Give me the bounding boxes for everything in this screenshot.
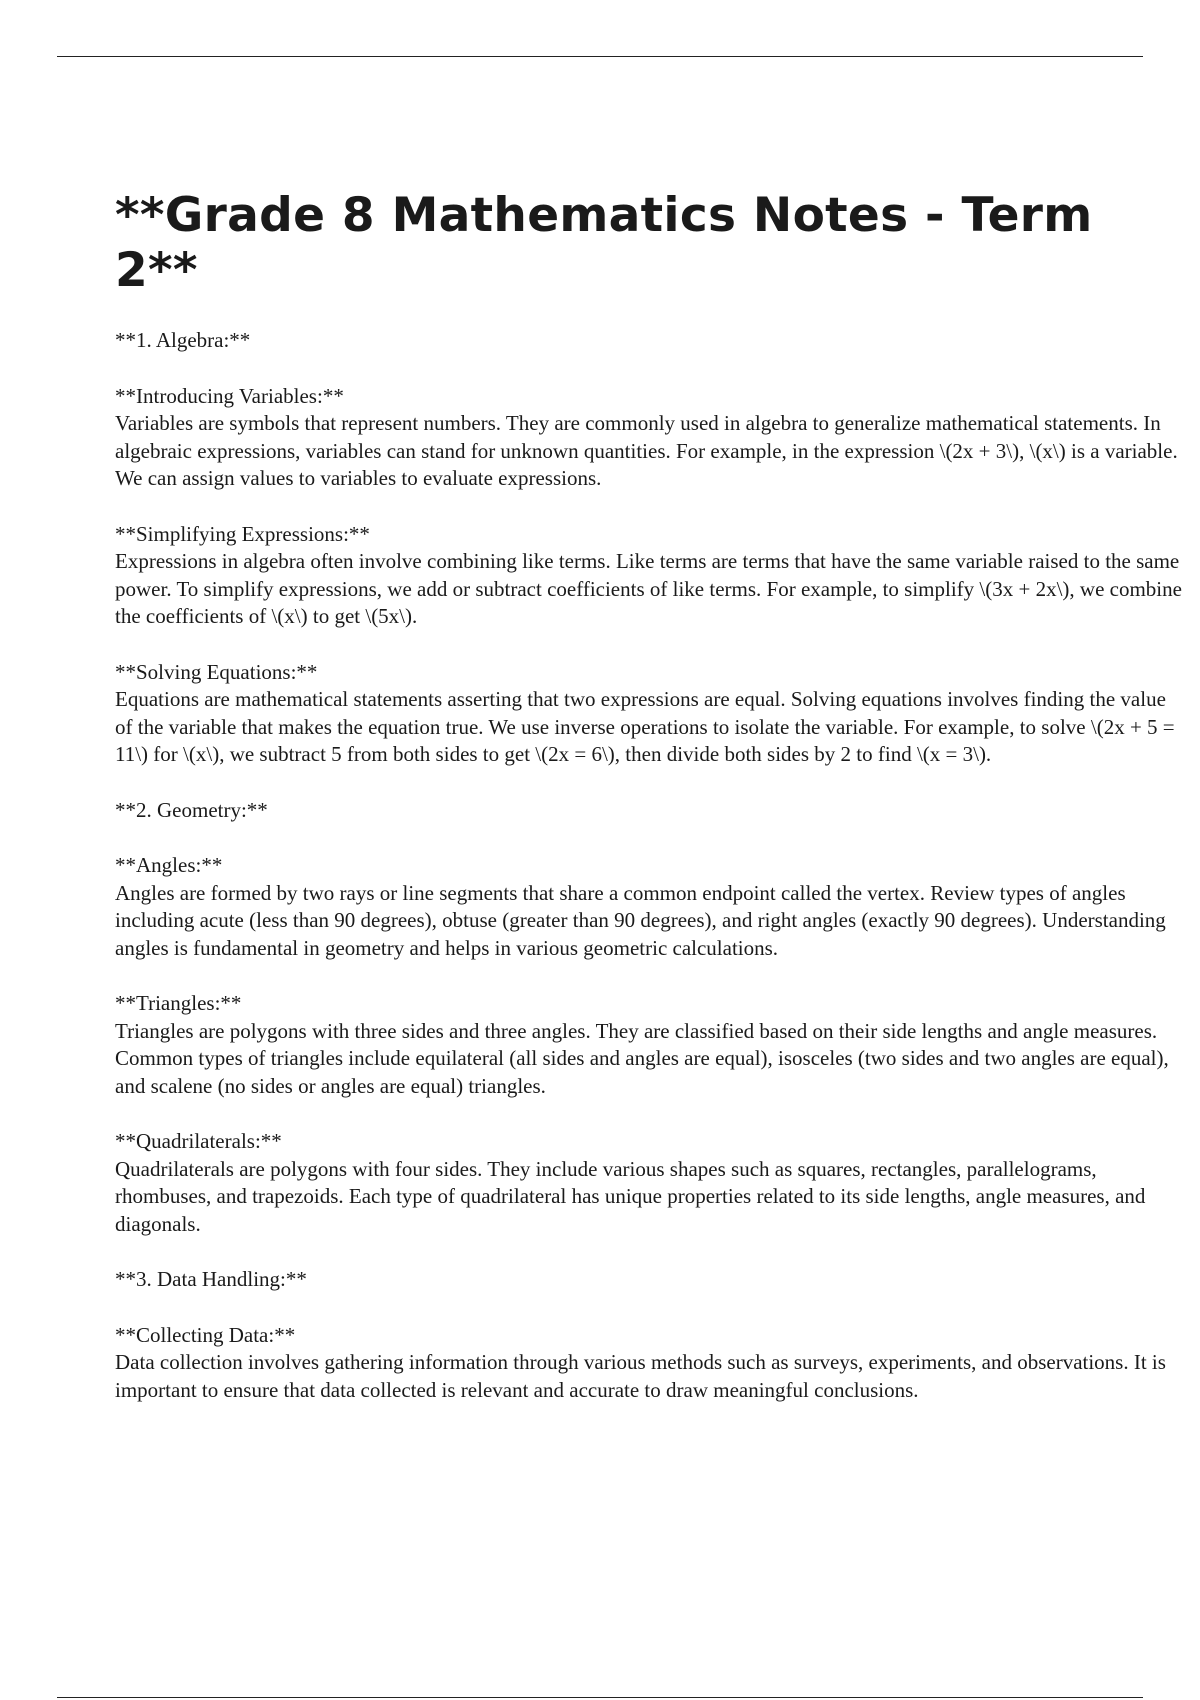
subsection-collecting-data	[115, 1322, 1185, 1405]
section-algebra	[115, 327, 1185, 769]
subsection-heading: **Quadrilaterals:**	[115, 1129, 282, 1153]
subsection-introducing-variables	[115, 383, 1185, 493]
section-geometry	[115, 797, 1185, 1239]
bottom-rule	[57, 1697, 1143, 1698]
document-title: **Grade 8 Mathematics Notes - Term 2**	[115, 188, 1093, 298]
section-heading: **3. Data Handling:**	[115, 1267, 307, 1291]
subsection-heading: **Introducing Variables:**	[115, 383, 344, 408]
subsection-triangles	[115, 990, 1185, 1100]
section-heading: **2. Geometry:**	[115, 797, 268, 822]
section-data-handling	[115, 1266, 1185, 1404]
document-content	[115, 188, 1185, 1432]
subsection-body: Equations are mathematical statements asserting that two expressions are equal. Solving equations involves finding the value of the variable that makes the equation true. We use inverse operations to isolate the variable. For example, to solve \(2x + 5 = 11\) for \(x\), we subtract 5 from both sides to get \(2x = 6\), then divide both sides by 2 to find \(x = 3\).	[115, 687, 1175, 766]
subsection-heading: **Angles:**	[115, 853, 223, 877]
subsection-body: Quadrilaterals are polygons with four sides. They include various shapes such as squares, rectangles, parallelograms, rhombuses, and trapezoids. Each type of quadrilateral has unique properties related to its side lengths, angle measures, and diagonals.	[115, 1156, 1146, 1236]
subsection-heading: **Triangles:**	[115, 991, 242, 1015]
subsection-body: Variables are symbols that represent numbers. They are commonly used in algebra to generalize mathematical statements. In algebraic expressions, variables can stand for unknown quantities. For example, in the expression \(2x + 3\), \(x\) is a variable. We can assign values to variables to evaluate expressions.	[115, 411, 1178, 490]
subsection-quadrilaterals	[115, 1128, 1185, 1238]
subsection-angles	[115, 852, 1185, 962]
subsection-heading: **Solving Equations:**	[115, 659, 318, 684]
subsection-body: Triangles are polygons with three sides and three angles. They are classified based on their side lengths and angle measures. Common types of triangles include equilateral (all sides and angles are equal), isosceles (two sides and two angles are equal), and scalene (no sides or angles are equal) triangles.	[115, 1018, 1169, 1098]
section-heading: **1. Algebra:**	[115, 328, 251, 352]
subsection-simplifying-expressions	[115, 521, 1185, 631]
subsection-solving-equations	[115, 659, 1185, 769]
subsection-body: Data collection involves gathering information through various methods such as surveys, experiments, and observations. It is important to ensure that data collected is relevant and accurate to draw meaningful conclusions.	[115, 1350, 1166, 1402]
subsection-body: Angles are formed by two rays or line segments that share a common endpoint called the vertex. Review types of angles including acute (less than 90 degrees), obtuse (greater than 90 degrees), and right angles (exactly 90 degrees). Understanding angles is fundamental in geometry and helps in various geometric calculations.	[115, 880, 1166, 960]
top-rule	[57, 56, 1143, 57]
subsection-heading: **Collecting Data:**	[115, 1322, 296, 1347]
subsection-body: Expressions in algebra often involve combining like terms. Like terms are terms that have the same variable raised to the same power. To simplify expressions, we add or subtract coefficients of like terms. For example, to simplify \(3x + 2x\), we combine the coefficients of \(x\) to get \(5x\).	[115, 549, 1182, 628]
subsection-heading: **Simplifying Expressions:**	[115, 521, 370, 546]
